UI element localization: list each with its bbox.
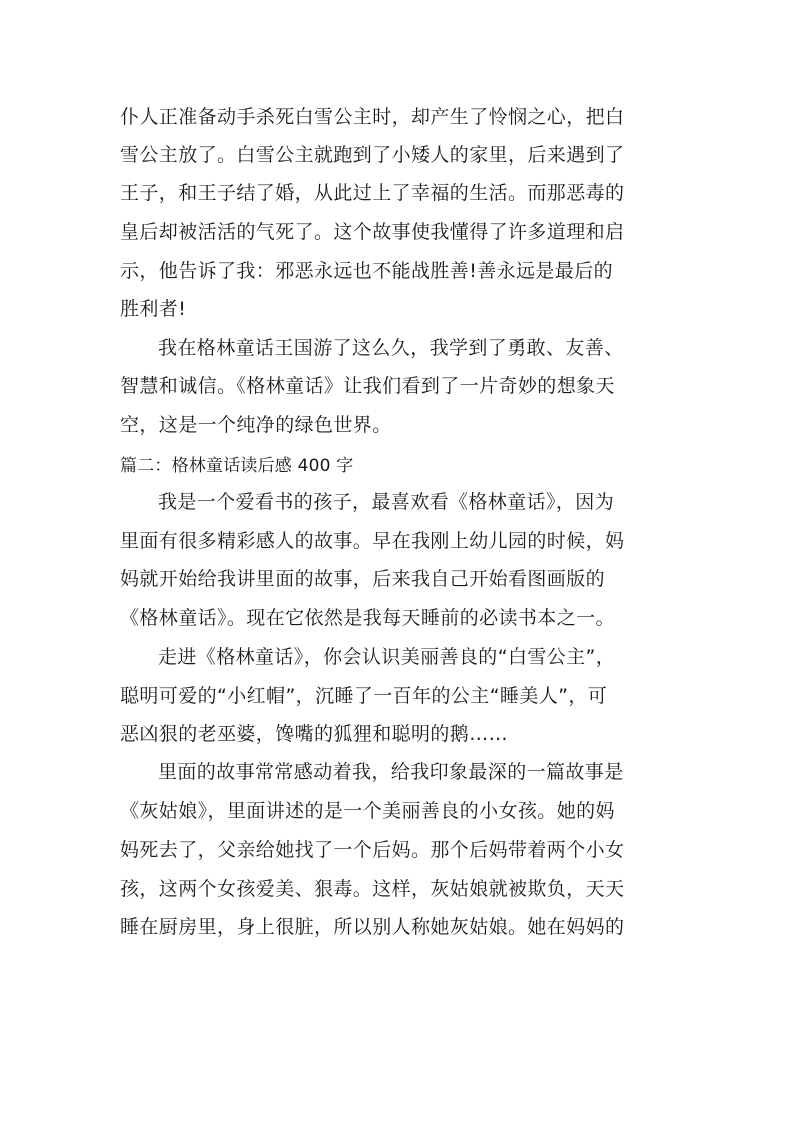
- paragraph-line: 《灰姑娘》，里面讲述的是一个美丽善良的小女孩。她的妈: [120, 800, 615, 822]
- paragraph-line: 《格林童话》。现在它依然是我每天睡前的必读书本之一。: [120, 607, 615, 629]
- paragraph-line: 妈就开始给我讲里面的故事，后来我自己开始看图画版的: [120, 568, 606, 590]
- paragraph-line: 皇后却被活活的气死了。这个故事使我懂得了许多道理和启: [120, 221, 625, 243]
- paragraph-line: 我在格林童话王国游了这么久，我学到了勇敢、友善、: [158, 337, 624, 359]
- paragraph-line: 走进《格林童话》，你会认识美丽善良的“白雪公主”，: [158, 646, 616, 668]
- paragraph-line: 智慧和诚信。《格林童话》让我们看到了一片奇妙的想象天: [120, 375, 615, 397]
- paragraph-line: 空，这是一个纯净的绿色世界。: [120, 414, 392, 436]
- paragraph-line: 示，他告诉了我：邪恶永远也不能战胜善!善永远是最后的: [120, 260, 614, 282]
- paragraph-line: 仆人正准备动手杀死白雪公主时，却产生了怜悯之心，把白: [120, 106, 625, 128]
- paragraph-line: 孩，这两个女孩爱美、狠毒。这样，灰姑娘就被欺负，天天: [120, 878, 625, 900]
- paragraph-line: 恶凶狠的老巫婆，馋嘴的狐狸和聪明的鹅……: [120, 723, 509, 745]
- paragraph-line: 妈死去了，父亲给她找了一个后妈。那个后妈带着两个小女: [120, 839, 625, 861]
- paragraph-line: 雪公主放了。白雪公主就跑到了小矮人的家里，后来遇到了: [120, 144, 625, 166]
- paragraph-line: 里面的故事常常感动着我，给我印象最深的一篇故事是: [158, 761, 624, 783]
- paragraph-line: 里面有很多精彩感人的故事。早在我刚上幼儿园的时候，妈: [120, 530, 625, 552]
- paragraph-line: 王子，和王子结了婚，从此过上了幸福的生活。而那恶毒的: [120, 182, 625, 204]
- paragraph-line: 我是一个爱看书的孩子，最喜欢看《格林童话》，因为: [158, 491, 615, 513]
- paragraph-line: 胜利者!: [120, 298, 187, 320]
- paragraph-line: 睡在厨房里，身上很脏，所以别人称她灰姑娘。她在妈妈的: [120, 916, 625, 938]
- section-heading: 篇二：格林童话读后感 400 字: [120, 456, 354, 476]
- paragraph-line: 聪明可爱的“小红帽”，沉睡了一百年的公主“睡美人”，可: [120, 685, 608, 707]
